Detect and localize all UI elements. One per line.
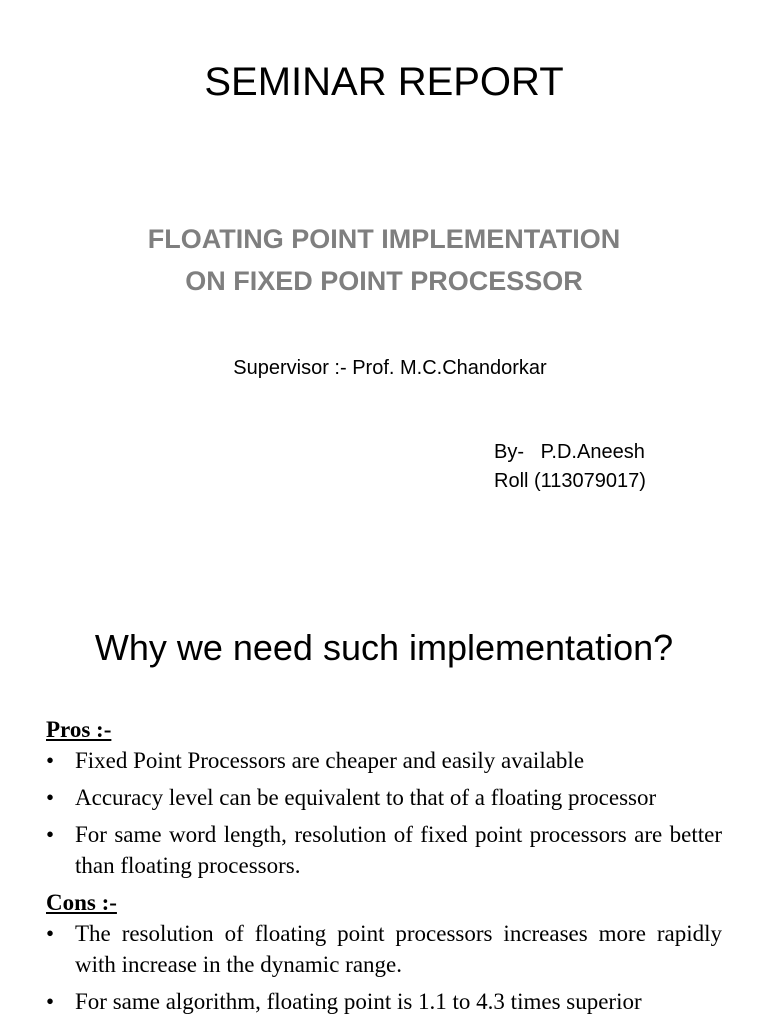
pros-item-1 [46, 745, 722, 776]
cons-item-2 [46, 986, 722, 1017]
topic-title-line-1: FLOATING POINT IMPLEMENTATION [147, 224, 621, 254]
pros-list [46, 745, 722, 881]
topic-title [0, 218, 768, 302]
pros-item-text: Accuracy level can be equivalent to that of a floating processor [75, 785, 657, 810]
author-roll: Roll (113079017) [494, 470, 646, 492]
topic-title-line-2: ON FIXED POINT PROCESSOR [185, 266, 583, 296]
cons-item-1 [46, 918, 722, 980]
motivation-slide [0, 576, 768, 1024]
report-title: SEMINAR REPORT [204, 60, 564, 104]
author-block [494, 438, 646, 496]
bullet-icon: • [46, 822, 55, 847]
bullet-icon: • [46, 989, 55, 1014]
slide-title: Why we need such implementation? [94, 627, 674, 668]
slide-content [46, 714, 722, 1023]
supervisor-line: Supervisor :- Prof. M.C.Chandorkar [233, 357, 547, 379]
pros-item-text: Fixed Point Processors are cheaper and easily available [75, 748, 585, 773]
cons-item-text: The resolution of floating point processors increases more rapidly with increase in the dynamic range. [75, 921, 722, 977]
bullet-icon: • [46, 921, 55, 946]
bullet-icon: • [46, 785, 55, 810]
pros-item-2 [46, 782, 722, 813]
cons-list [46, 918, 722, 1017]
cons-heading: Cons :- [46, 890, 117, 915]
cons-item-text: For same algorithm, floating point is 1.1 to 4.3 times superior [75, 989, 642, 1014]
author-name: By- P.D.Aneesh [494, 441, 645, 463]
pros-item-text: For same word length, resolution of fixed point processors are better than floating processors. [75, 822, 722, 878]
bullet-icon: • [46, 748, 55, 773]
pros-item-3 [46, 819, 722, 881]
pros-heading: Pros :- [46, 717, 112, 742]
